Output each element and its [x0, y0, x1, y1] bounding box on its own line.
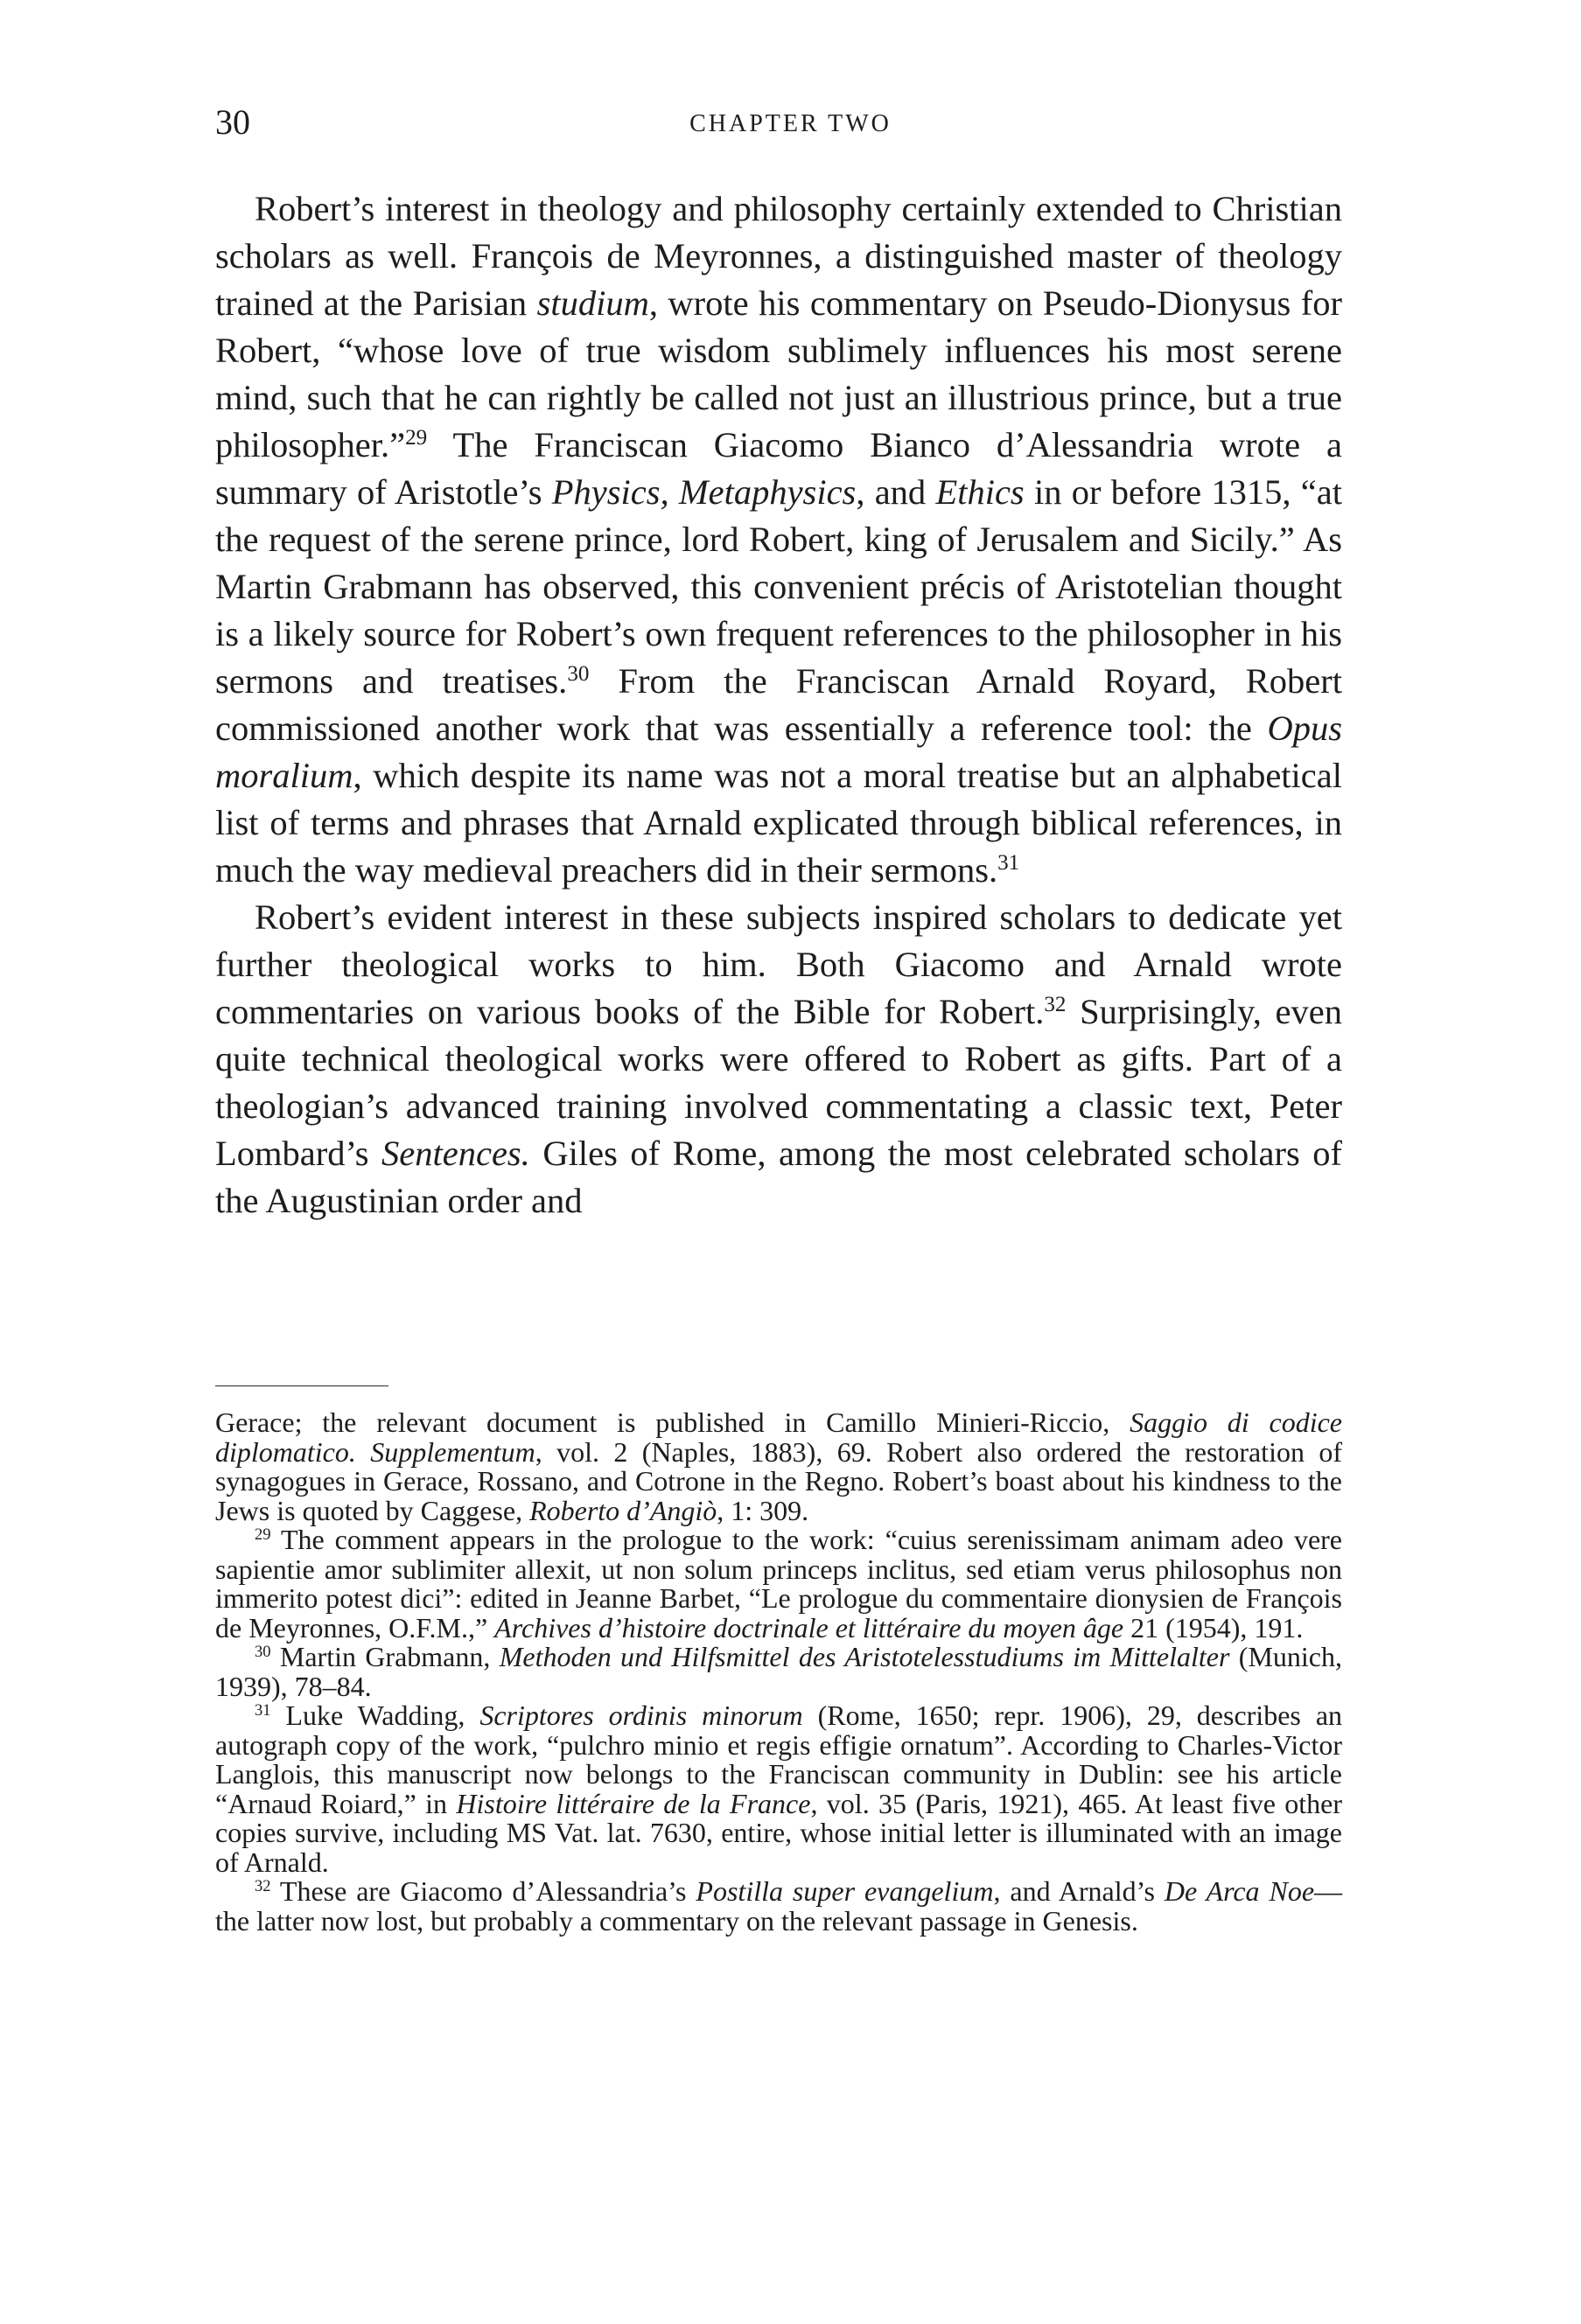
footnote-number: 30: [255, 1642, 271, 1661]
page-number: 30: [215, 102, 250, 142]
italic-term: Sentences.: [381, 1134, 530, 1173]
body-paragraph: Robert’s interest in theology and philosophy certainly extended to Christian scholars as well. François de Meyronnes, a distinguished master of theology trained at the Parisian studium, wrote his commentary on Pseudo-Dionysus for Robert, “whose love of true wisdom sublimely influences his most serene mind, such that he can rightly be called not just an illustrious prince, but a true philosopher.”$^{29}$ The Franciscan Giacomo Bianco d’Alessandria wrote a summary of Aristotle’s Physics, Metaphysics, and Ethics in or before 1315, “at the request of the serene prince, lord Robert, king of Jerusalem and Sicily.” As Martin Grabmann has observed, this convenient précis of Aristotelian thought is a likely source for Robert’s own frequent references to the philosopher in his sermons and treatises.$^{30}$ From the Franciscan Arnald Royard, Robert commissioned another work that was essentially a reference tool: the Opus moralium, which despite its name was not a moral treatise but an alphabetical list of terms and phrases that Arnald explicated through biblical references, in much the way medieval preachers did in their sermons.$^{31}$: [215, 189, 1342, 890]
italic-term: Physics, Metaphysics: [551, 472, 857, 512]
footnotes: [215, 1408, 1342, 1936]
italic-term: Opus moralium: [215, 708, 1342, 795]
footnote-divider: [215, 1385, 388, 1386]
footnote-number: 29: [255, 1525, 271, 1544]
footnote-29: $^{29}$ The comment appears in the prologue to the work: “cuius serenissimam animam adeo vere sapientie amor sublimiter allexit, ut non solum princeps inclitus, sed etiam verus philosophus non immerito potest dici”: edited in Jeanne Barbet, “Le prologue du commentaire dionysien de François de Meyronnes, O.F.M.,” Archives d’histoire doctrinale et littéraire du moyen âge 21 (1954), 191.: [215, 1524, 1342, 1644]
footnote-ref[interactable]: 29: [405, 426, 428, 450]
footnote-ref[interactable]: 32: [1044, 993, 1067, 1017]
footnote-30: $^{30}$ Martin Grabmann, Methoden und Hilfsmittel des Aristotelesstudiums im Mittelalter (Munich, 1939), 78–84.: [215, 1641, 1343, 1702]
footnote-number: 31: [255, 1700, 271, 1720]
footnote-ref[interactable]: 30: [567, 662, 590, 687]
running-head: CHAPTER TWO: [689, 110, 892, 137]
body-text: [215, 185, 1342, 1225]
italic-term: studium: [536, 283, 649, 323]
footnote-ref[interactable]: 31: [997, 851, 1020, 876]
footnote-32: $^{32}$ These are Giacomo d’Alessandria’s Postilla super evangelium, and Arnald’s De Arca Noe—the latter now lost, but probably a commentary on the relevant passage in Genesis.: [215, 1875, 1343, 1937]
italic-term: Ethics: [935, 472, 1025, 512]
footnote-31: $^{31}$ Luke Wadding, Scriptores ordinis minorum (Rome, 1650; repr. 1906), 29, describes an autograph copy of the work, “pulchro minio et regis effigie ornatum”. According to Charles-Victor Langlois, this manuscript now belongs to the Franciscan community in Dublin: see his article “Arnaud Roiard,” in Histoire littéraire de la France, vol. 35 (Paris, 1921), 465. At least five other copies survive, including MS Vat. lat. 7630, entire, whose initial letter is illuminated with an image of Arnald.: [215, 1699, 1343, 1878]
body-paragraph: Robert’s evident interest in these subjects inspired scholars to dedicate yet further theological works to him. Both Giacomo and Arnald wrote commentaries on various books of the Bible for Robert.$^{32}$ Surprisingly, even quite technical theological works were offered to Robert as gifts. Part of a theologian’s advanced training involved commentating a classic text, Peter Lombard’s Sentences. Giles of Rome, among the most celebrated scholars of the Augustinian order and: [215, 897, 1343, 1220]
footnote-continued: Gerace; the relevant document is published in Camillo Minieri-Riccio, Saggio di codice diplomatico. Supplementum, vol. 2 (Naples, 1883), 69. Robert also ordered the restoration of synagogues in Gerace, Rossano, and Cotrone in the Regno. Robert’s boast about his kindness to the Jews is quoted by Caggese, Roberto d’Angiò, 1: 309.: [215, 1406, 1343, 1526]
footnote-number: 32: [255, 1876, 271, 1895]
